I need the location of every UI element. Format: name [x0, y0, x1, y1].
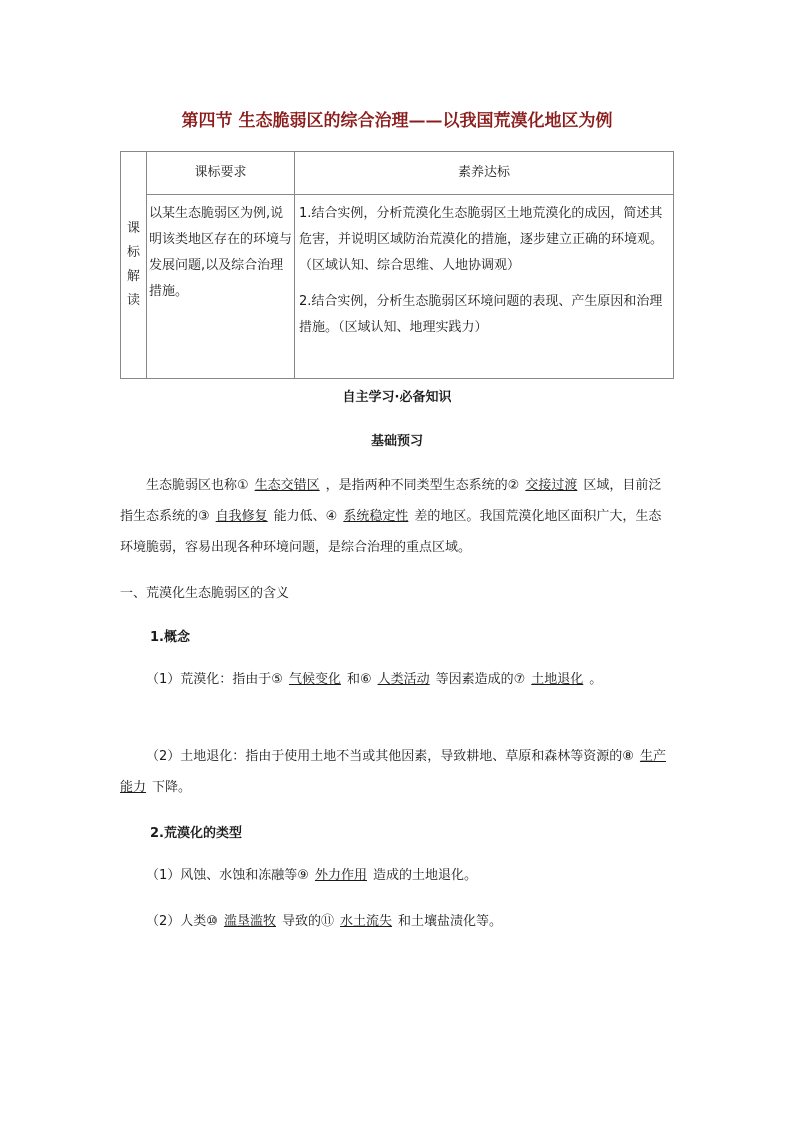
answer-blank: 生产能力 — [120, 749, 666, 795]
answer-blank: 外力作用 — [314, 868, 367, 883]
answer-blank: 气候变化 — [288, 672, 341, 687]
goal-item: 2.结合实例，分析生态脆弱区环境问题的表现、产生原因和治理措施。（区域认知、地理实践力） — [299, 294, 663, 335]
heading-one: 一、荒漠化生态脆弱区的含义 — [120, 586, 290, 601]
answer-blank: 水土流失 — [339, 914, 392, 929]
side-label-char: 标 — [126, 245, 140, 260]
subheading-types: 2.荒漠化的类型 — [150, 826, 242, 841]
goal-item: 1.结合实例，分析荒漠化生态脆弱区土地荒漠化的成因，简述其危害，并说明区域防治荒漠化的措施，逐步建立正确的环境观。（区域认知、综合思维、人地协调观） — [299, 206, 664, 273]
type-natural: （1）风蚀、水蚀和冻融等⑨ 外力作用 造成的土地退化。 — [146, 868, 477, 883]
definition-land-degradation: （2）土地退化：指由于使用土地不当或其他因素，导致耕地、草原和森林等资源的⑧ 生产能力 下降。 — [120, 749, 666, 795]
answer-blank: 人类活动 — [377, 672, 430, 687]
type-human: （2）人类⑩ 滥垦滥牧 导致的⑪ 水土流失 和土壤盐渍化等。 — [146, 914, 502, 929]
page-title: 第四节 生态脆弱区的综合治理——以我国荒漠化地区为例 — [181, 111, 613, 131]
answer-blank: 系统稳定性 — [343, 509, 409, 524]
answer-blank: 滥垦滥牧 — [223, 914, 276, 929]
requirements-cell: 以某生态脆弱区为例,说明该类地区存在的环境与发展问题,以及综合治理措施。 — [147, 195, 295, 379]
side-label-char: 读 — [126, 293, 140, 308]
answer-blank: 交接过渡 — [525, 478, 578, 493]
section-heading: 自主学习·必备知识 — [342, 390, 452, 405]
answer-blank: 自我修复 — [215, 509, 268, 524]
side-label-char: 解 — [126, 269, 140, 284]
intro-paragraph: 生态脆弱区也称① 生态交错区 ，是指两种不同类型生态系统的② 交接过渡 区域，目前泛指生态系统的③ 自我修复 能力低、④ 系统稳定性 差的地区。我国荒漠化地区面积广大，生态环境脆弱，容易出现各种环境问题，是综合治理的重点区域。 — [120, 478, 662, 555]
header-goals: 素养达标 — [295, 152, 674, 195]
definition-desertification: （1）荒漠化：指由于⑤ 气候变化 和⑥ 人类活动 等因素造成的⑦ 土地退化 。 — [146, 672, 603, 687]
answer-blank: 生态交错区 — [254, 478, 320, 493]
side-label-char: 课 — [126, 221, 140, 236]
answer-blank: 土地退化 — [531, 672, 584, 687]
section-subheading: 基础预习 — [370, 434, 423, 449]
subheading-concept: 1.概念 — [150, 630, 190, 645]
side-label — [121, 152, 147, 379]
goals-cell — [295, 195, 674, 379]
curriculum-table — [120, 151, 674, 379]
header-requirements: 课标要求 — [147, 152, 295, 195]
